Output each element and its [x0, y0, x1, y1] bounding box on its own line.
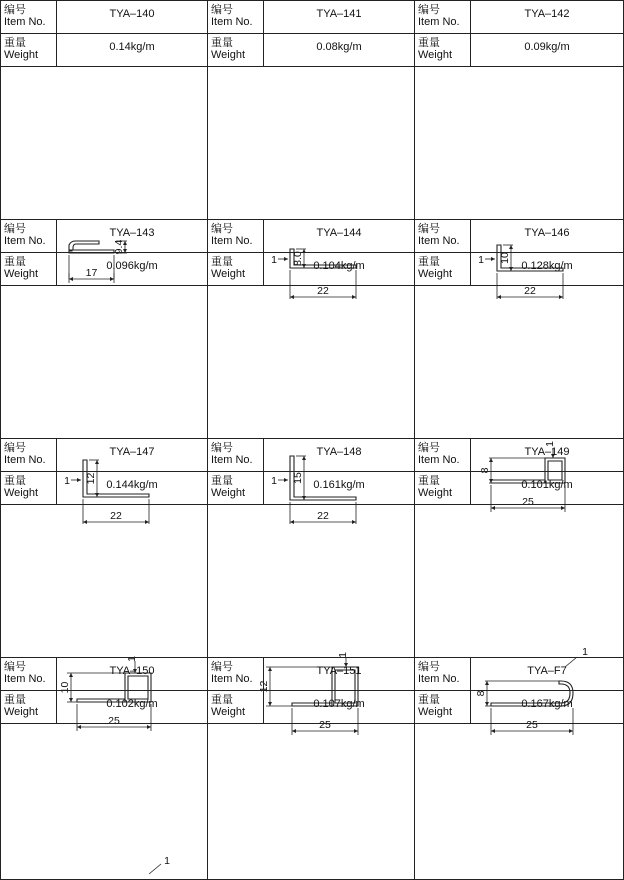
item-no-label: 编号 Item No.: [207, 657, 264, 691]
item-number: TYA–151: [263, 657, 415, 691]
item-number: TYA–143: [56, 219, 208, 253]
dimension-label: 1: [271, 254, 277, 266]
dimension-label: 15: [292, 472, 304, 484]
dimension-label: 8: [475, 690, 487, 697]
weight-value: 0.096kg/m: [56, 252, 208, 286]
item-number: TYA–144: [263, 219, 415, 253]
item-no-label: 编号 Item No.: [0, 657, 57, 691]
item-no-label: 编号 Item No.: [207, 219, 264, 253]
dimension-label: 25: [522, 496, 534, 508]
weight-label: 重量 Weight: [414, 252, 471, 286]
item-number: TYA–140: [56, 0, 208, 34]
item-no-label: 编号 Item No.: [414, 0, 471, 34]
dimension-label: 1: [544, 441, 556, 447]
weight-value: 0.14kg/m: [56, 33, 208, 67]
dimension-label: 1: [64, 475, 70, 487]
dimension-label: 8.0: [292, 251, 304, 266]
dimension-label: 1: [164, 855, 170, 867]
item-number: TYA–149: [470, 438, 624, 472]
item-no-label: 编号 Item No.: [207, 438, 264, 472]
dimension-line: [149, 864, 161, 874]
item-number: TYA–147: [56, 438, 208, 472]
weight-value: 0.104kg/m: [263, 252, 415, 286]
weight-label: 重量 Weight: [414, 33, 471, 67]
profile-diagram: [208, 724, 415, 880]
dimension-label: 22: [317, 285, 329, 297]
item-no-label: 编号 Item No.: [0, 0, 57, 34]
weight-label: 重量 Weight: [207, 690, 264, 724]
dimension-label: 17: [85, 267, 98, 279]
weight-value: 0.08kg/m: [263, 33, 415, 67]
weight-value: 0.161kg/m: [263, 471, 415, 505]
item-number: TYA–141: [263, 0, 415, 34]
dimension-label: 1: [126, 656, 138, 662]
weight-value: 0.128kg/m: [470, 252, 624, 286]
profile-drawing: [414, 723, 624, 880]
dimension-label: 12: [85, 472, 97, 485]
weight-value: 0.107kg/m: [263, 690, 415, 724]
item-no-label: 编号 Item No.: [207, 0, 264, 34]
weight-label: 重量 Weight: [0, 471, 57, 505]
dimension-label: 12: [258, 680, 270, 693]
weight-value: 0.09kg/m: [470, 33, 624, 67]
dimension-label: 1: [271, 475, 277, 487]
item-number: TYA–F7: [470, 657, 624, 691]
item-number: TYA–148: [263, 438, 415, 472]
profile-drawing: [207, 723, 415, 880]
dimension-label: 9.4: [113, 239, 125, 255]
dimension-label: 25: [319, 719, 331, 731]
dimension-label: 10: [499, 252, 511, 264]
dimension-label: 25: [108, 715, 120, 727]
item-number: TYA–150: [56, 657, 208, 691]
weight-value: 0.144kg/m: [56, 471, 208, 505]
weight-label: 重量 Weight: [0, 252, 57, 286]
dimension-label: 1: [478, 254, 484, 266]
dimension-label: 1: [337, 652, 349, 658]
item-number: TYA–146: [470, 219, 624, 253]
dimension-label: 10: [59, 681, 71, 694]
item-number: TYA–142: [470, 0, 624, 34]
item-no-label: 编号 Item No.: [414, 657, 471, 691]
item-no-label: 编号 Item No.: [414, 219, 471, 253]
item-no-label: 编号 Item No.: [0, 219, 57, 253]
weight-value: 0.167kg/m: [470, 690, 624, 724]
weight-value: 0.102kg/m: [56, 690, 208, 724]
dimension-label: 22: [317, 510, 329, 522]
weight-label: 重量 Weight: [414, 471, 471, 505]
weight-value: 0.101kg/m: [470, 471, 624, 505]
item-no-label: 编号 Item No.: [414, 438, 471, 472]
dimension-label: 8: [479, 467, 491, 474]
weight-label: 重量 Weight: [0, 690, 57, 724]
weight-label: 重量 Weight: [207, 471, 264, 505]
profile-drawing: [0, 723, 208, 880]
dimension-label: 25: [526, 719, 538, 731]
weight-label: 重量 Weight: [414, 690, 471, 724]
dimension-label: 22: [524, 285, 536, 297]
profile-diagram: [415, 724, 624, 880]
item-no-label: 编号 Item No.: [0, 438, 57, 472]
weight-label: 重量 Weight: [207, 33, 264, 67]
dimension-label: 22: [110, 510, 122, 522]
dimension-label: 1: [582, 646, 588, 658]
weight-label: 重量 Weight: [0, 33, 57, 67]
profile-diagram: [1, 724, 208, 880]
weight-label: 重量 Weight: [207, 252, 264, 286]
